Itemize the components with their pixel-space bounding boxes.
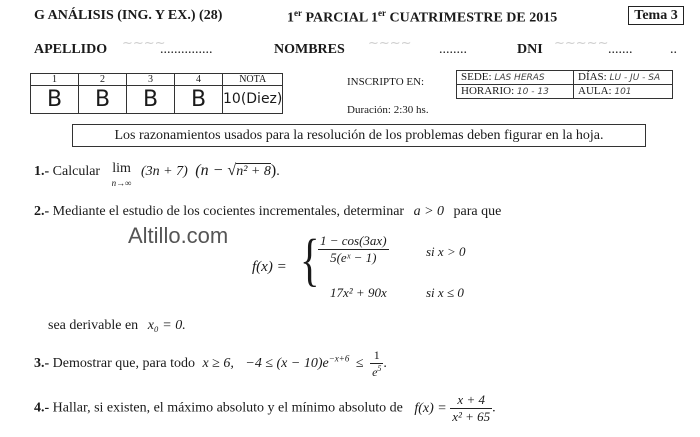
period-number: 1 <box>370 10 378 26</box>
limit-factor-a: (3n + 7) <box>141 164 188 179</box>
dias-cell <box>574 71 673 85</box>
problem-4-frac-den: x² + 65 <box>452 409 491 424</box>
problem-3-fraction <box>370 348 383 380</box>
aula-cell <box>574 85 673 99</box>
problem-4-period: . <box>492 400 496 416</box>
case-1-denominator: 5(eˣ − 1) <box>330 250 377 265</box>
brace-icon: { <box>300 227 320 292</box>
dias-label: DÍAS: <box>578 71 607 83</box>
limit-subscript: n→∞ <box>111 178 132 188</box>
apellido-label: APELLIDO <box>34 42 108 57</box>
sqrt-content: n² + 8 <box>236 164 271 179</box>
grade-header-2: 2 <box>79 74 127 86</box>
exam-word: PARCIAL <box>302 10 371 26</box>
aula-label: AULA: <box>578 85 612 97</box>
problem-2-point: x₀ = 0. <box>147 318 186 333</box>
problem-3-frac-den <box>370 364 383 380</box>
grades-value-row <box>31 86 283 114</box>
watermark-logo: Altillo.com <box>128 223 229 248</box>
grade-value-2: B <box>79 86 127 114</box>
case-2-condition: si x ≤ 0 <box>426 285 464 300</box>
problem-2-text-2: para que <box>453 204 502 219</box>
grade-value-1: B <box>31 86 79 114</box>
exam-number: 1 <box>287 10 294 26</box>
problem-2-number: 2.- <box>34 204 50 219</box>
problem-3-condition: x ≥ 6, <box>202 356 234 372</box>
horario-value: 10 - 13 <box>516 87 549 97</box>
aula-value: 101 <box>614 87 632 97</box>
problem-2-tail-text: sea derivable en <box>48 318 139 333</box>
sqrt-icon: √ <box>227 162 237 179</box>
tema-badge: Tema 3 <box>628 6 684 25</box>
grade-header-4: 4 <box>175 74 223 86</box>
inscription-row-2 <box>457 85 673 99</box>
instructions-notice: Los razonamientos usados para la resolución de los problemas deben figurar en la hoja. <box>72 124 646 147</box>
problem-1-period: . <box>276 164 280 179</box>
problem-3-exponent: −x+6 <box>328 353 350 364</box>
problem-3-number: 3.- <box>34 356 50 372</box>
case-1-numerator: 1 − cos(3ax) <box>320 233 387 248</box>
sede-value: LAS HERAS <box>494 73 545 83</box>
grade-value-4: B <box>175 86 223 114</box>
grade-value-nota: 10(Diez) <box>223 86 283 114</box>
apellido-smudge: ~~~~ <box>122 36 166 51</box>
nombres-smudge: ~~~~ <box>368 36 412 51</box>
inscripto-label: INSCRIPTO EN: <box>347 76 425 88</box>
horario-cell <box>457 85 574 99</box>
piecewise-lhs: f(x) = <box>252 259 287 275</box>
problem-4-frac-num: x + 4 <box>450 392 492 409</box>
sede-label: SEDE: <box>461 71 492 83</box>
limit-word: lim <box>112 161 131 176</box>
case-2-expression: 17x² + 90x <box>330 285 387 300</box>
period-superscript: er <box>377 8 386 18</box>
problem-2-condition: a > 0 <box>413 204 445 219</box>
exam-title <box>287 8 557 27</box>
dias-value: LU - JU - SA <box>609 73 661 83</box>
problem-4-text: Hallar, si existen, el máximo absoluto y el mínimo absoluto de <box>52 400 403 416</box>
case-1-expression <box>318 233 389 266</box>
limit-block <box>112 162 132 190</box>
problem-1 <box>34 162 280 192</box>
grade-value-3: B <box>127 86 175 114</box>
grades-table <box>30 73 283 114</box>
problem-3-period: . <box>383 356 387 372</box>
dni-dots: ....... <box>608 42 633 57</box>
inscription-row-1 <box>457 71 673 85</box>
problem-4-fraction <box>450 392 492 425</box>
problem-4-number: 4.- <box>34 400 50 416</box>
grades-header-row <box>31 74 283 86</box>
nombres-dots: ........ <box>439 42 467 57</box>
exam-superscript: er <box>294 8 302 18</box>
problem-4-lhs: f(x) = <box>414 400 447 416</box>
course-title: G ANÁLISIS (ING. Y EX.) (28) <box>34 8 223 23</box>
limit-factor-b-open: (n − <box>195 162 228 179</box>
problem-3-frac-den-exp: 5 <box>377 364 382 373</box>
case-1-condition: si x > 0 <box>426 244 466 259</box>
problem-2-text: Mediante el estudio de los cocientes incrementales, determinar <box>52 204 405 219</box>
dni-trailing: .. <box>670 42 677 57</box>
grade-header-3: 3 <box>127 74 175 86</box>
problem-2-tail <box>48 318 186 334</box>
dni-smudge: ~~~~~ <box>554 36 609 51</box>
problem-3-text: Demostrar que, para todo <box>52 356 195 372</box>
inscription-table <box>456 70 673 99</box>
problem-3-frac-num: 1 <box>370 348 383 364</box>
grade-header-nota: NOTA <box>223 74 283 86</box>
dni-label: DNI <box>517 42 543 57</box>
problem-3-frac-den-base: e <box>372 365 378 379</box>
problem-4 <box>34 392 496 425</box>
problem-1-number: 1.- <box>34 164 50 179</box>
problem-3 <box>34 348 387 380</box>
problem-3-inequality: −4 ≤ (x − 10)e <box>245 356 329 372</box>
apellido-dots: ............... <box>160 42 213 57</box>
period-rest: CUATRIMESTRE DE 2015 <box>385 10 558 26</box>
sede-cell <box>457 71 574 85</box>
grade-header-1: 1 <box>31 74 79 86</box>
nombres-label: NOMBRES <box>274 42 345 57</box>
problem-1-text: Calcular <box>52 164 101 179</box>
problem-2 <box>34 204 501 220</box>
problem-3-le: ≤ <box>355 356 364 372</box>
horario-label: HORARIO: <box>461 85 515 97</box>
duracion: Duración: 2:30 hs. <box>347 104 429 116</box>
limit-factor-b-close: ) <box>270 162 277 179</box>
